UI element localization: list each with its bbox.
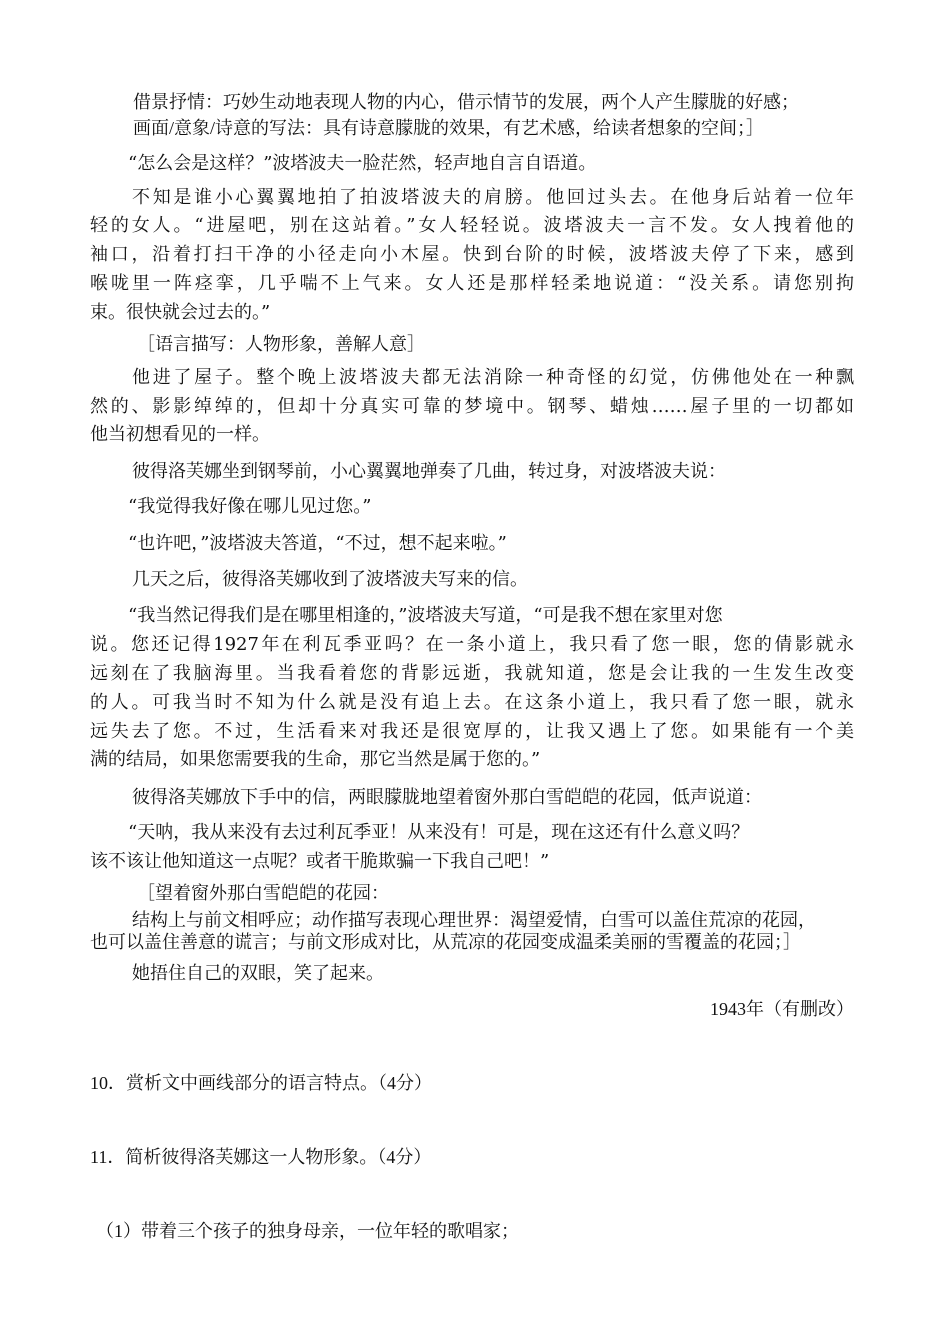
paragraph-line: “我当然记得我们是在哪里相逢的，”波塔波夫写道，“可是我不想在家里对您: [128, 605, 723, 626]
paragraph-line: “我觉得我好像在哪儿见过您。”: [128, 496, 372, 517]
paragraph-line: “天呐，我从来没有去过利瓦季亚！从来没有！可是，现在这还有什么意义吗？: [128, 822, 750, 843]
paragraph-line: 彼得洛芙娜放下手中的信，两眼朦胧地望着窗外那白雪皑皑的花园，低声说道：: [132, 787, 762, 808]
paragraph-line: 远失去了您。不过，生活看来对我还是很宽厚的，让我又遇上了您。如果能有一个美: [90, 721, 854, 742]
paragraph-line: 束。很快就会过去的。”: [90, 302, 271, 323]
paragraph-line: 远刻在了我脑海里。当我看着您的背影远逝，我就知道，您是会让我的一生发生改变: [90, 663, 854, 684]
annotation-line: 结构上与前文相呼应；动作描写表现心理世界：渴望爱情，白雪可以盖住荒凉的花园，: [132, 910, 816, 930]
paragraph-line: 不知是谁小心翼翼地拍了拍波塔波夫的肩膀。他回过头去。在他身后站着一位年: [132, 187, 854, 208]
paragraph-line: 彼得洛芙娜坐到钢琴前，小心翼翼地弹奏了几曲，转过身，对波塔波夫说：: [132, 461, 726, 482]
question-11: 11．简析彼得洛芙娜这一人物形象。（4分）: [90, 1147, 432, 1167]
annotation-line: ［望着窗外那白雪皑皑的花园：: [137, 883, 389, 903]
annotation-line: 画面/意象/诗意的写法：具有诗意朦胧的效果，有艺术感，给读者想象的空间；］: [133, 118, 764, 138]
source-note: 1943年（有删改）: [710, 999, 854, 1019]
paragraph-line: 该不该让他知道这一点呢？或者干脆欺骗一下我自己吧！”: [90, 851, 550, 872]
paragraph-line: 说。您还记得1927年在利瓦季亚吗？在一条小道上，我只看了您一眼，您的倩影就永: [90, 634, 854, 655]
paragraph-line: 他当初想看见的一样。: [90, 424, 270, 445]
paragraph-line: 满的结局，如果您需要我的生命，那它当然是属于您的。”: [90, 749, 541, 770]
paragraph-line: 几天之后，彼得洛芙娜收到了波塔波夫写来的信。: [132, 569, 528, 590]
annotation-line: 也可以盖住善意的谎言；与前文形成对比，从荒凉的花园变成温柔美丽的雪覆盖的花园；］: [90, 932, 801, 952]
paragraph-line: 然的、影影绰绰的，但却十分真实可靠的梦境中。钢琴、蜡烛……屋子里的一切都如: [90, 396, 854, 417]
paragraph-line: “怎么会是这样？”波塔波夫一脸茫然，轻声地自言自语道。: [128, 153, 597, 174]
annotation-line: ［语言描写：人物形象，善解人意］: [137, 334, 425, 354]
paragraph-line: “也许吧，”波塔波夫答道，“不过，想不起来啦。”: [128, 533, 507, 554]
annotation-line: 借景抒情：巧妙生动地表现人物的内心，借示情节的发展，两个人产生朦胧的好感；: [133, 92, 799, 112]
paragraph-line: 轻的女人。“进屋吧，别在这站着。”女人轻轻说。波塔波夫一言不发。女人拽着他的: [90, 215, 854, 236]
answer-line: （1）带着三个孩子的独身母亲，一位年轻的歌唱家；: [96, 1221, 519, 1241]
paragraph-line: 喉咙里一阵痉挛，几乎喘不上气来。女人还是那样轻柔地说道：“没关系。请您别拘: [90, 273, 854, 294]
paragraph-line: 他进了屋子。整个晚上波塔波夫都无法消除一种奇怪的幻觉，仿佛他处在一种飘: [132, 367, 854, 388]
question-10: 10．赏析文中画线部分的语言特点。（4分）: [90, 1073, 432, 1093]
paragraph-line: 的人。可我当时不知为什么就是没有追上去。在这条小道上，我只看了您一眼，就永: [90, 692, 854, 713]
paragraph-line: 她捂住自己的双眼，笑了起来。: [132, 963, 384, 984]
paragraph-line: 袖口，沿着打扫干净的小径走向小木屋。快到台阶的时候，波塔波夫停了下来，感到: [90, 244, 854, 265]
